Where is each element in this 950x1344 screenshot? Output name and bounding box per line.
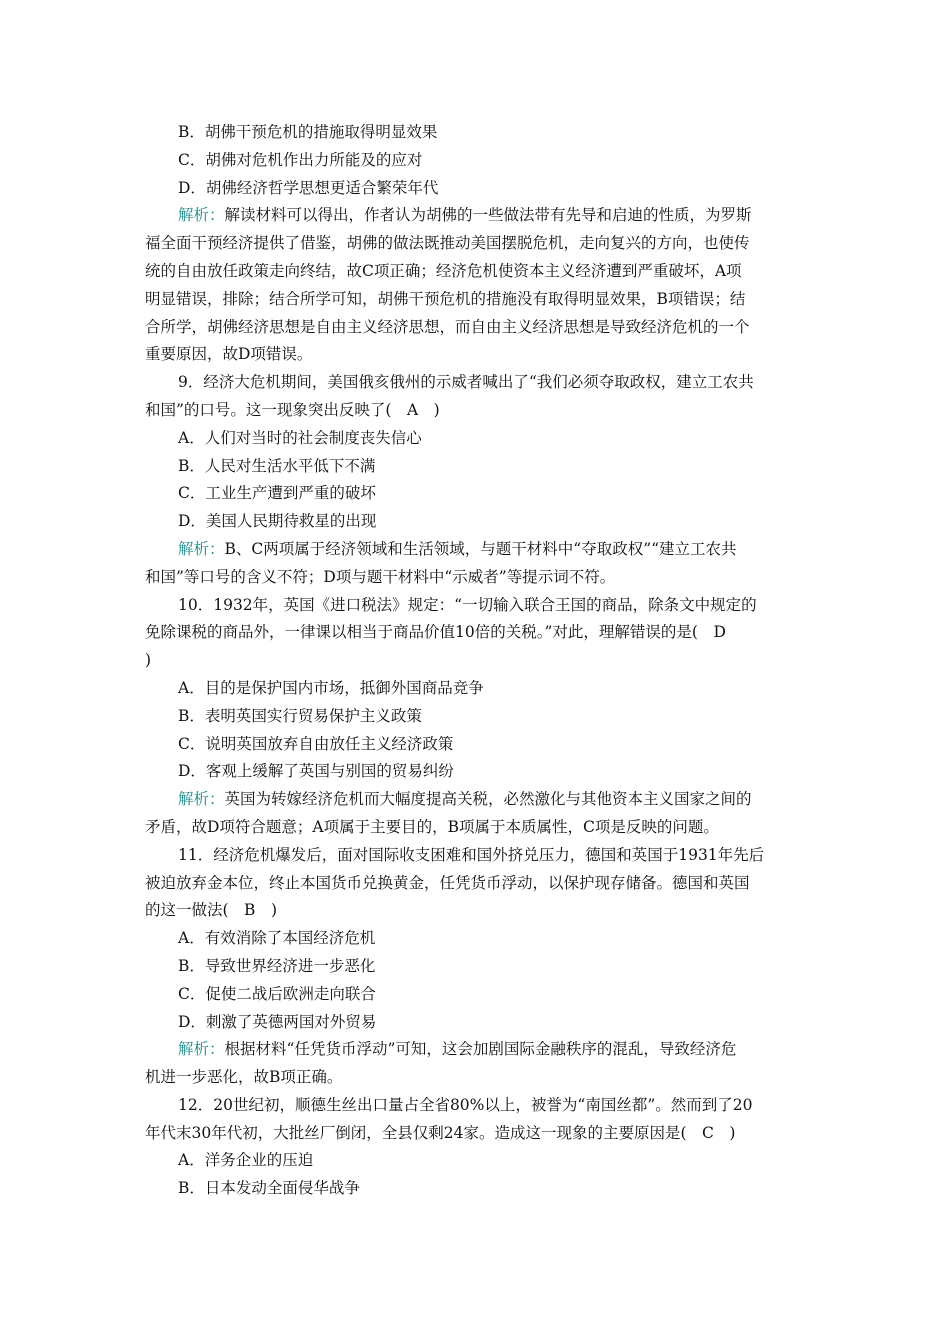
text-line: 和国”的口号。这一现象突出反映了( A ) <box>145 400 440 419</box>
text-line: 合所学，胡佛经济思想是自由主义经济思想，而自由主义经济思想是导致经济危机的一个 <box>145 317 750 336</box>
option-line: C．说明英国放弃自由放任主义经济政策 <box>178 734 454 753</box>
question-line: 11．经济危机爆发后，面对国际收支困难和国外挤兑压力，德国和英国于1931年先后 <box>178 845 765 864</box>
analysis-label: 解析： <box>178 539 225 558</box>
option-line: A．目的是保护国内市场，抵御外国商品竞争 <box>178 678 484 697</box>
option-line: B．日本发动全面侵华战争 <box>178 1179 360 1198</box>
option-line: D．胡佛经济哲学思想更适合繁荣年代 <box>178 178 439 197</box>
text-line: 重要原因，故D项错误。 <box>145 345 313 364</box>
text-line: 统的自由放任政策走向终结，故C项正确；经济危机使资本主义经济遭到严重破坏，A项 <box>145 261 742 280</box>
option-line: C．工业生产遭到严重的破坏 <box>178 484 376 503</box>
option-line: A．洋务企业的压迫 <box>178 1151 314 1170</box>
analysis-line <box>145 1036 809 1064</box>
analysis-line <box>145 536 809 564</box>
text-line: 年代末30年代初，大批丝厂倒闭，全县仅剩24家。造成这一现象的主要原因是( C ) <box>145 1123 736 1142</box>
option-line: D．刺激了英德两国对外贸易 <box>178 1012 377 1031</box>
question-line: 12．20世纪初，顺德生丝出口量占全省80%以上，被誉为“南国丝都”。然而到了20 <box>178 1095 753 1114</box>
text-line: 被迫放弃金本位，终止本国货币兑换黄金，任凭货币浮动，以保护现存储备。德国和英国 <box>145 873 750 892</box>
analysis-line <box>145 786 809 814</box>
option-line: C．促使二战后欧洲走向联合 <box>178 984 376 1003</box>
analysis-text: 根据材料“任凭货币浮动”可知，这会加剧国际金融秩序的混乱，导致经济危 <box>224 1040 737 1059</box>
text-line: 免除课税的商品外，一律课以相当于商品价值10倍的关税。”对此，理解错误的是( D <box>145 623 726 642</box>
option-line: C．胡佛对危机作出力所能及的应对 <box>178 150 423 169</box>
text-line: ) <box>145 651 152 670</box>
option-line: B．表明英国实行贸易保护主义政策 <box>178 706 422 725</box>
analysis-label: 解析： <box>178 790 225 809</box>
option-line: A．人们对当时的社会制度丧失信心 <box>178 428 422 447</box>
question-line: 10．1932年，英国《进口税法》规定：“一切输入联合王国的商品，除条文中规定的 <box>178 595 757 614</box>
option-line: D．美国人民期待救星的出现 <box>178 512 377 531</box>
option-line: B．人民对生活水平低下不满 <box>178 456 376 475</box>
analysis-text: 英国为转嫁经济危机而大幅度提高关税，必然激化与其他资本主义国家之间的 <box>224 790 752 809</box>
question-line: 9．经济大危机期间，美国俄亥俄州的示威者喊出了“我们必须夺取政权，建立工农共 <box>178 373 754 392</box>
analysis-line <box>145 202 809 230</box>
option-line: A．有效消除了本国经济危机 <box>178 929 376 948</box>
option-line: B．胡佛干预危机的措施取得明显效果 <box>178 123 438 141</box>
text-line: 矛盾，故D项符合题意；A项属于主要目的，B项属于本质属性，C项是反映的问题。 <box>145 817 719 836</box>
text-line: 明显错误，排除；结合所学可知，胡佛干预危机的措施没有取得明显效果，B项错误；结 <box>145 289 746 308</box>
analysis-label: 解析： <box>178 1040 225 1059</box>
text-line: 福全面干预经济提供了借鉴，胡佛的做法既推动美国摆脱危机，走向复兴的方向，也使传 <box>145 234 750 253</box>
text-line: 和国”等口号的含义不符；D项与题干材料中“示威者”等提示词不符。 <box>145 567 616 586</box>
analysis-label: 解析： <box>178 206 225 225</box>
option-line: D．客观上缓解了英国与别国的贸易纠纷 <box>178 762 454 781</box>
text-line: 机进一步恶化，故B项正确。 <box>145 1068 343 1087</box>
document-page <box>145 119 809 1203</box>
analysis-text: 解读材料可以得出，作者认为胡佛的一些做法带有先导和启迪的性质，为罗斯 <box>224 206 752 225</box>
option-line: B．导致世界经济进一步恶化 <box>178 956 376 975</box>
analysis-text: B、C两项属于经济领域和生活领域，与题干材料中“夺取政权”“建立工农共 <box>224 539 737 558</box>
text-line: 的这一做法( B ) <box>145 901 277 920</box>
